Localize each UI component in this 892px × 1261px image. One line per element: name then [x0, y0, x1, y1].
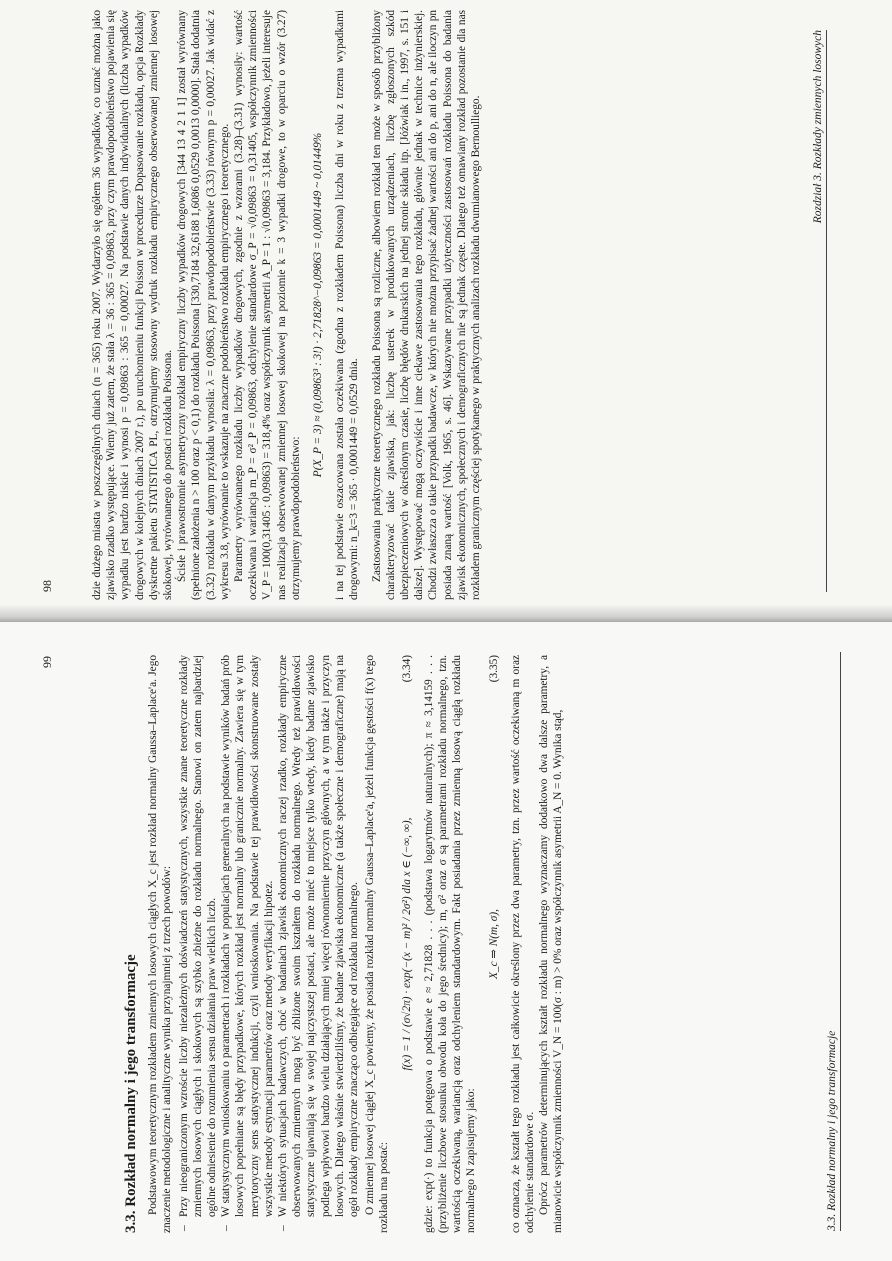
list-item: – Przy nieograniczonym wzroście liczby niezależnych doświadczeń statystycznych, wszystkie znane teoretyczne rozkłady zmiennych losowych ciągłych i skokowych są szybko zbieżne do rozkładu normalnego. Stanowi on zatem najbardziej ogólne odniesienie do rozumienia sensu działania praw wielkich liczb. — [177, 655, 220, 1217]
left-page-body — [90, 10, 483, 600]
equation-number: (3.35) — [487, 655, 500, 683]
paragraph: Oprócz parametrów determinujących kształt rozkładu normalnego wyznaczamy dodatkowo dwa dalsze parametry, a mianowicie współczynnik zmienności V_N = 100(σ : m) > 0% oraz współczynnik asymetrii A_N = 0. Wynika stąd, — [538, 655, 565, 1233]
paragraph: dzie dużego miasta w poszczególnych dniach (n = 365) roku 2007. Wydarzyło się ogółem 36 wypadków, co uznać można jako zjawisko rzadko występujące. Wiemy już zatem, że stała λ = 36 : 365 = 0,09863, przy czym prawdopodobieństwo pojawienia się wypadku jest bardzo niskie i wynosi p = 0,09863 : 365 = 0,00027. Na podstawie danych indywidualnych (liczba wypadków drogowych w kolejnych dniach 2007 r.), po uruchomieniu funkcji Poisson w procedurze Dopasowanie rozkładu, opcja Rozkłady dyskretne pakietu STATISTICA PL, otrzymujemy stosowny wydruk rozkładu empirycznego obserwowanej zmiennej losowej skokowej, wyrównanego do postaci rozkładu Poissona. — [91, 10, 175, 600]
paragraph: O zmiennej losowej ciągłej X_c powiemy, że posiada rozkład normalny Gaussa–Laplace'a, jeżeli funkcja gęstości f(x) tego rozkładu ma postać: — [364, 655, 391, 1233]
paragraph: Zastosowania praktyczne teoretycznego rozkładu Poissona są rozliczne, albowiem rozkład ten może w sposób przybliżony charakteryzować takie zjawiska, jak: liczbę usterek w produkowanych urządzeniach, liczbę zgłoszonych szkód ubezpieczeniowych w określonym czasie, liczbę błędów drukarskich na jednej stronie składu itp. [Jóźwiak i in., 1997, s. 151 i dalsze]. Występować mogą oczywiście i inne ciekawe zastosowania tego rozkładu, głównie jednak w technice inżynierskiej. Chodzi zwłaszcza o takie przypadki badawcze, w których nie można przypisać żadnej wartości ani do p, ani do n, ale iloczyn pn posiada znaną wartość [Volk, 1965, s. 46]. Wskazywane przypadki użyteczności zastosowań rozkładu Poissona do badania zjawisk ekonomicznych, społecznych i demograficznych nie są jednak częste. Dlatego też omawiany rozkład pozostanie dla nas rozkładem granicznym częściej spotykanego w praktycznych analizach rozkładu dwumianowego Bernoulliego. — [370, 10, 483, 600]
equation-number: (3.34) — [400, 655, 413, 683]
equation-normal-density — [400, 655, 414, 1233]
running-header-left: Rozdział 3. Rozkłady zmiennych losowych — [812, 30, 827, 592]
section-title: 3.3. Rozkład normalny i jego transformacje — [123, 954, 139, 1233]
right-page-body — [122, 655, 566, 1233]
paragraph: Ścisłe i prawostronnie asymetryczny rozkład empiryczny liczby wypadków drogowych [344 13 4 2 1 1] został wyrównany (spełnione założenia n > 100 oraz p < 0,1) do rozkładu Poissona [330,7184 32,6188 1,6086 0,0529 0,0013 0,0000]. Stała dodatnia (3.32) rozkładu w danym przykładu wynosiła: λ = 0,09863, przy prawdopodobieństwie (3.33) równym p = 0,00027. Jak widać z wykresu 3.8, wyrównanie to wskazuje na znaczne podobieństwo rozkładu empirycznego i teoretycznego. — [176, 10, 231, 600]
paragraph: Parametry wyrównanego rozkładu liczby wypadków drogowych, zgodnie z wzorami (3.28)–(3.31) wynosiły: wartość oczekiwana i wariancja m_P = σ²_P = 0,09863, odchylenie standardowe σ_P = √0,09863 = 0,31405, współczynnik zmienności V_P = 100(0,31405 : 0,09863) = 318,4% oraz współczynnik asymetrii A_P = 1 : √0,09863 = 3,184. Przykładowo, jeżeli interesuje nas realizacja obserwowanej zmiennej losowej skokowej na poziomie k = 3 wypadki drogowe, to w oparciu o wzór (3.27) otrzymujemy prawdopodobieństwo: — [233, 10, 302, 600]
paragraph: gdzie: exp(·) to funkcja potęgowa o podstawie e ≈ 2,71828 . . . (podstawa logarytmów naturalnych); π ≈ 3,14159 . . . (przybliżenie liczbowe stosunku obwodu koła do jego średnicy); m, σ² oraz σ są parametrami rozkładu normalnego, tzn. wartością oczekiwaną, wariancją oraz odchyleniem standardowym. Fakt posiadania przez zmienną losową ciągłą rozkładu normalnego N zapisujemy jako: — [422, 655, 478, 1233]
equation-normal-notation — [487, 655, 501, 1233]
list-item: – W statystycznym wnioskowaniu o parametrach i rozkładach w populacjach generalnych na podstawie wyników badań prób losowych popełniane są błędy przypadkowe, których rozkład jest normalny lub granicznie normalny. Zawiera się w tym merytoryczny sens statystycznej indukcji, czyli wnioskowania. Na podstawie tej prawidłowości skonstruowane zostały wszystkie metody estymacji parametrów oraz metody weryfikacji hipotez. — [219, 655, 276, 1217]
right-page-content — [0, 622, 892, 1261]
running-header-right: 3.3. Rozkład normalny i jego transformacje — [826, 652, 841, 1231]
equation-text: f(x) = 1 / (σ√2π) · exp(−(x − m)² / 2σ²) dla x ∈ (−∞, ∞), — [400, 817, 413, 1071]
paragraph: Podstawowym teoretycznym rozkładem zmiennych losowych ciągłych X_c jest rozkład normalny Gaussa–Laplace'a. Jego znaczenie metodologiczne i analityczne wynika przynajmniej z trzech powodów: — [147, 655, 174, 1233]
paragraph: co oznacza, że kształt tego rozkładu jest całkowicie określony przez dwa parametry, tzn. przez wartość oczekiwaną m oraz odchylenie standardowe σ. — [509, 655, 537, 1233]
left-page — [0, 0, 892, 622]
equation-poisson-probability: P(X_P = 3) ≈ (0,09863³ : 3!) · 2,71828^−0,09863 = 0,0001449 ~ 0,01449% — [312, 132, 325, 478]
right-page — [0, 622, 892, 1261]
paragraph: i na tej podstawie oszacowana została oczekiwana (zgodna z rozkładem Poissona) liczba dni w roku z trzema wypadkami drogowymi: n_k=3 = 365 · 0,0001449 = 0,0529 dnia. — [334, 10, 361, 600]
page-number-right: 99 — [40, 656, 54, 668]
left-page-content — [0, 0, 892, 622]
page-number-left: 98 — [40, 580, 54, 592]
reason-list — [177, 655, 362, 1233]
list-item: – W niektórych sytuacjach badawczych, choć w badaniach zjawisk ekonomicznych raczej rzadko, rozkłady empiryczne obserwowanych zmiennych mogą być zbliżone swoim kształtem do rozkładu normalnego. Wtedy też prawidłowości statystyczne ujawniają się w swojej najczystszej postaci, ale może mieć to miejsce tylko wtedy, kiedy badane zjawisko podlega wpływowi bardzo wielu działających mniej więcej równomiernie przyczyn głównych, a w tym także i przyczyn losowych. Dlatego właśnie stwierdziliśmy, że badane zjawiska ekonomiczne (a także społeczne i demograficzne) mają na ogół rozkłady empiryczne znacząco odbiegające od rozkładu normalnego. — [276, 655, 361, 1217]
equation-text: X_c ⇒ N(m, σ), — [487, 909, 500, 979]
